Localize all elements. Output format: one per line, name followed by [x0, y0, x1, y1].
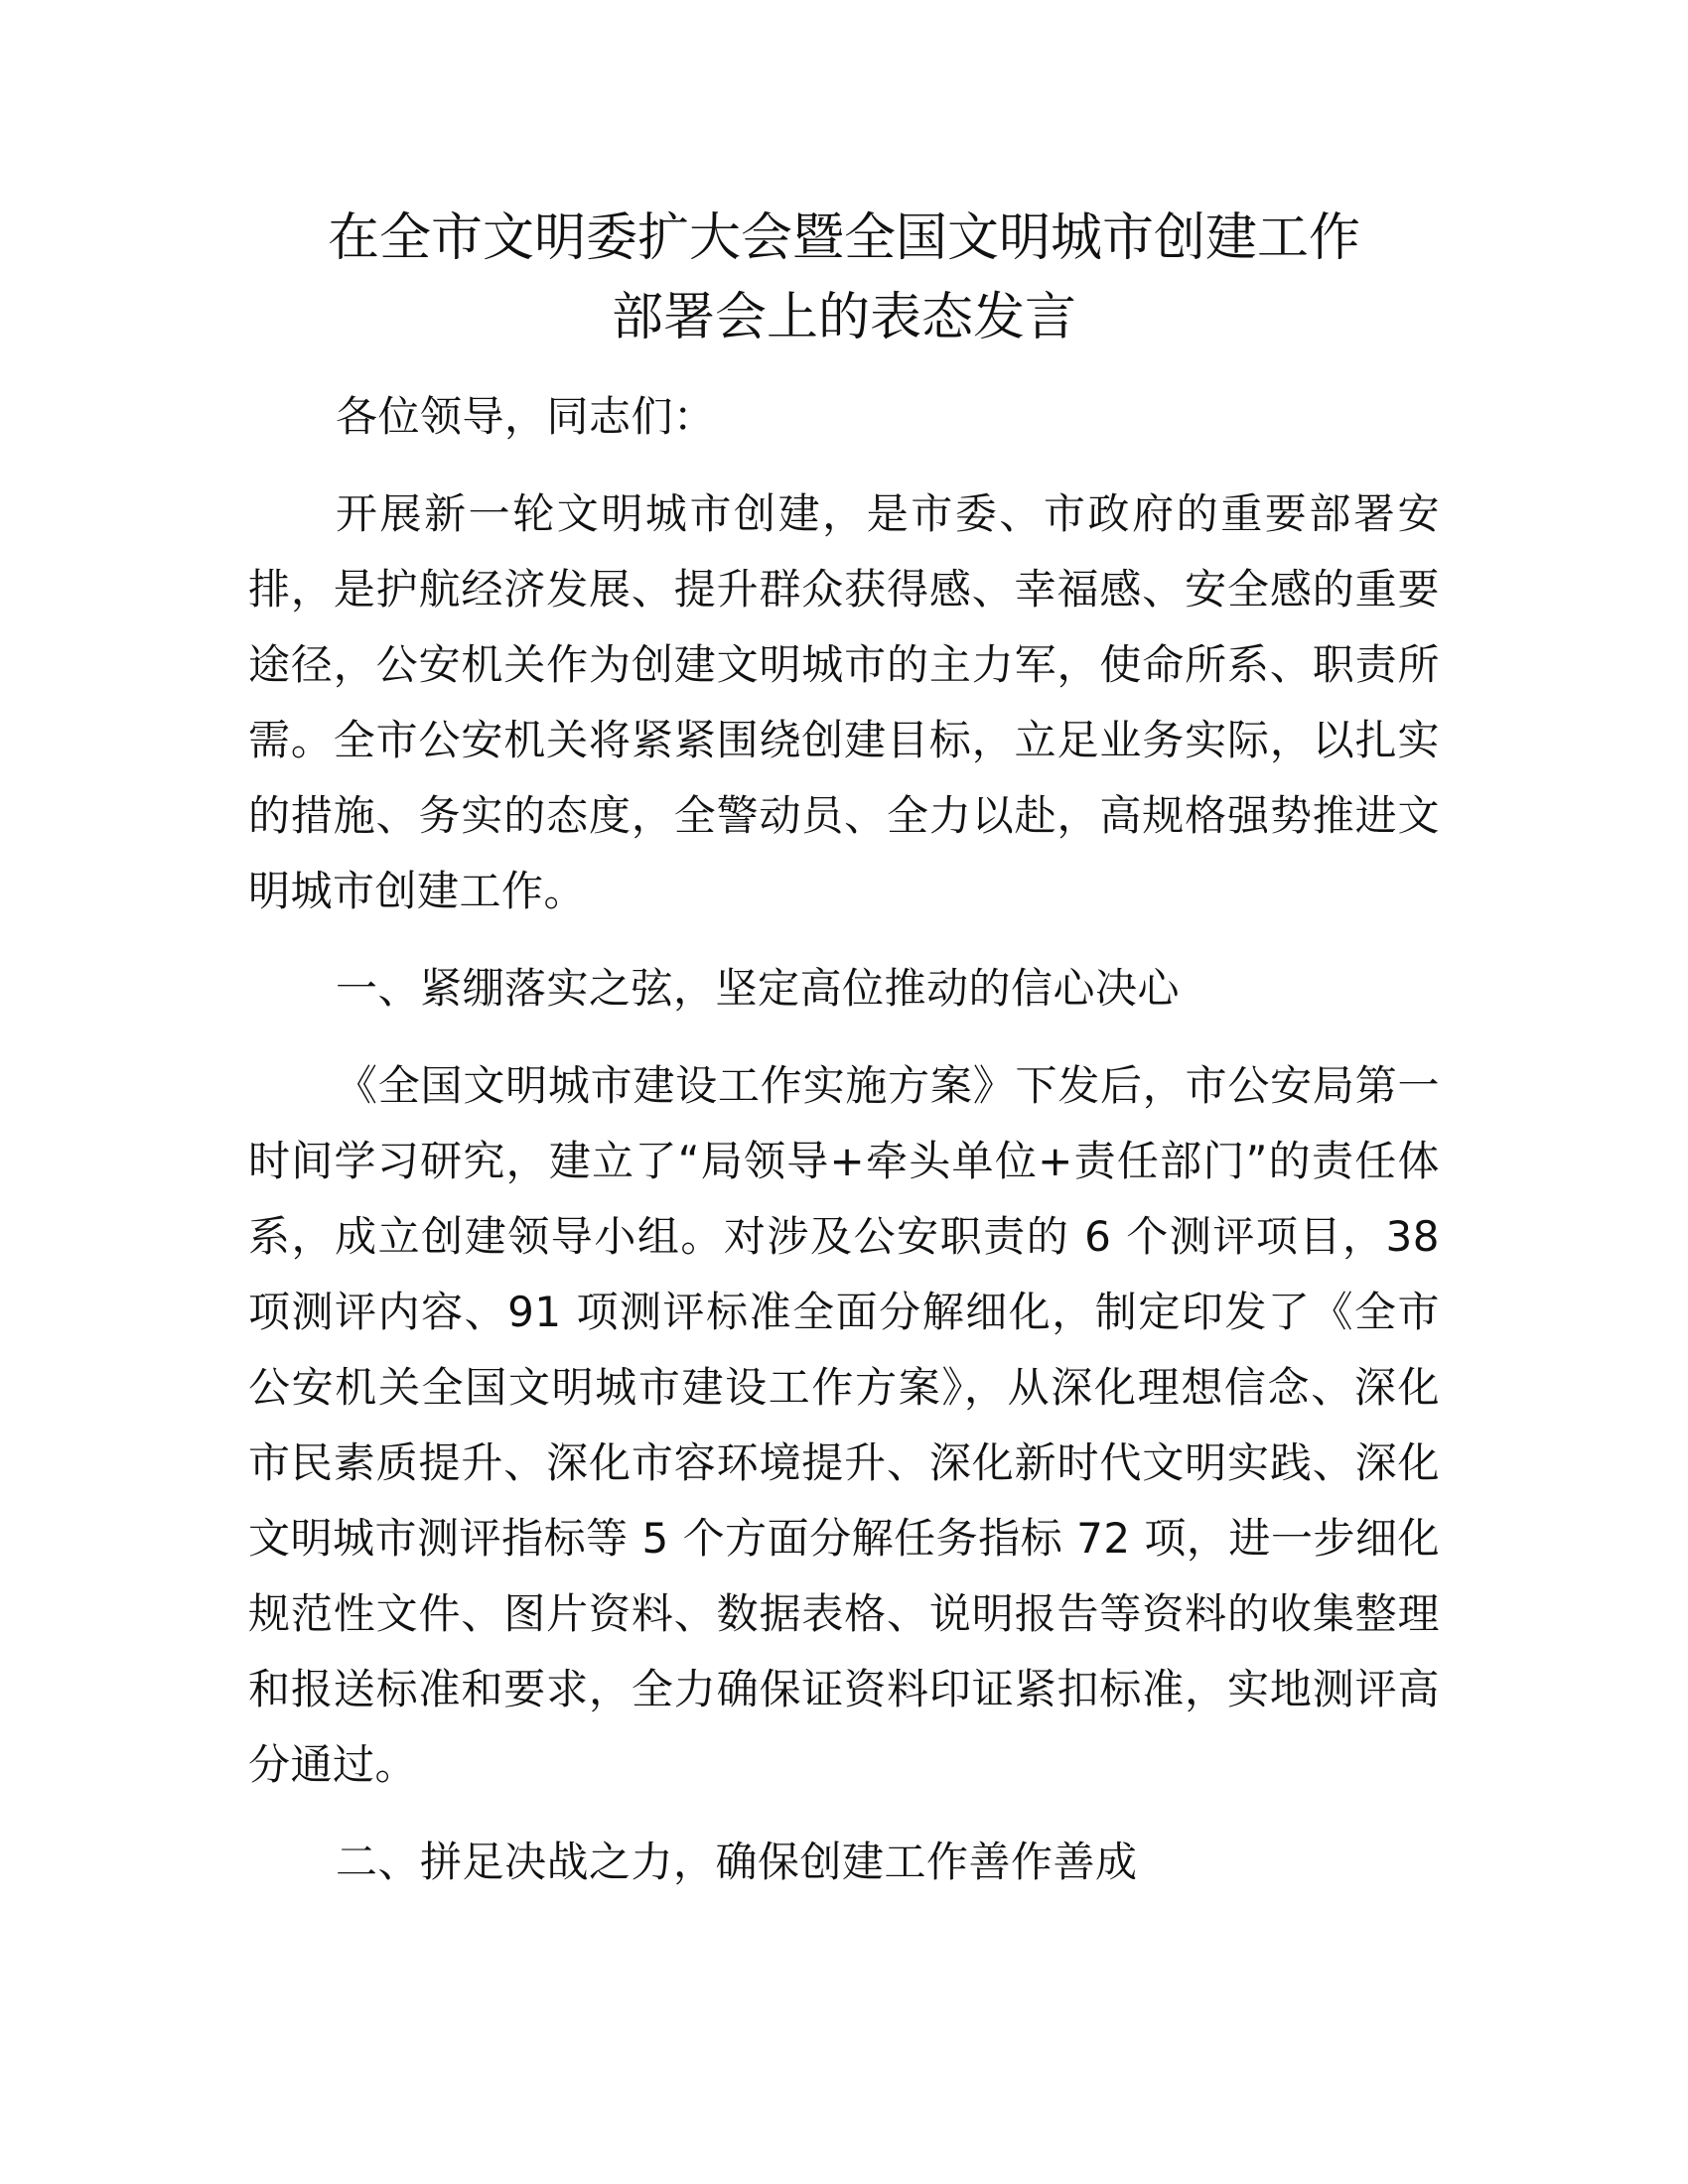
title-line-1: 在全市文明委扩大会暨全国文明城市创建工作: [327, 208, 1360, 268]
document-title: [248, 199, 1440, 357]
paragraph-intro: 开展新一轮文明城市创建，是市委、市政府的重要部署安排，是护航经济发展、提升群众获得感、幸福感、安全感的重要途径，公安机关作为创建文明城市的主力军，使命所系、职责所需。全市公安机关将紧紧围绕创建目标，立足业务实际，以扎实的措施、务实的态度，全警动员、全力以赴，高规格强势推进文明城市创建工作。: [248, 489, 1440, 915]
paragraph-section-1: 《全国文明城市建设工作实施方案》下发后，市公安局第一时间学习研究，建立了“局领导+牵头单位+责任部门”的责任体系，成立创建领导小组。对涉及公安职责的 6 个测评项目，38 项测评内容、91 项测评标准全面分解细化，制定印发了《全市公安机关全国文明城市建设工作方案》，从深化理想信念、深化市民素质提升、深化市容环境提升、深化新时代文明实践、深化文明城市测评指标等 5 个方面分解任务指标 72 项，进一步细化规范性文件、图片资料、数据表格、说明报告等资料的收集整理和报送标准和要求，全力确保证资料印证紧扣标准，实地测评高分通过。: [248, 1061, 1440, 1789]
salutation: 各位领导，同志们：: [336, 392, 716, 441]
title-line-2: 部署会上的表态发言: [611, 288, 1076, 347]
section-heading-2: 二、拼足决战之力，确保创建工作善作善成: [336, 1838, 1138, 1886]
section-heading-1: 一、紧绷落实之弦，坚定高位推动的信心决心: [336, 964, 1181, 1013]
